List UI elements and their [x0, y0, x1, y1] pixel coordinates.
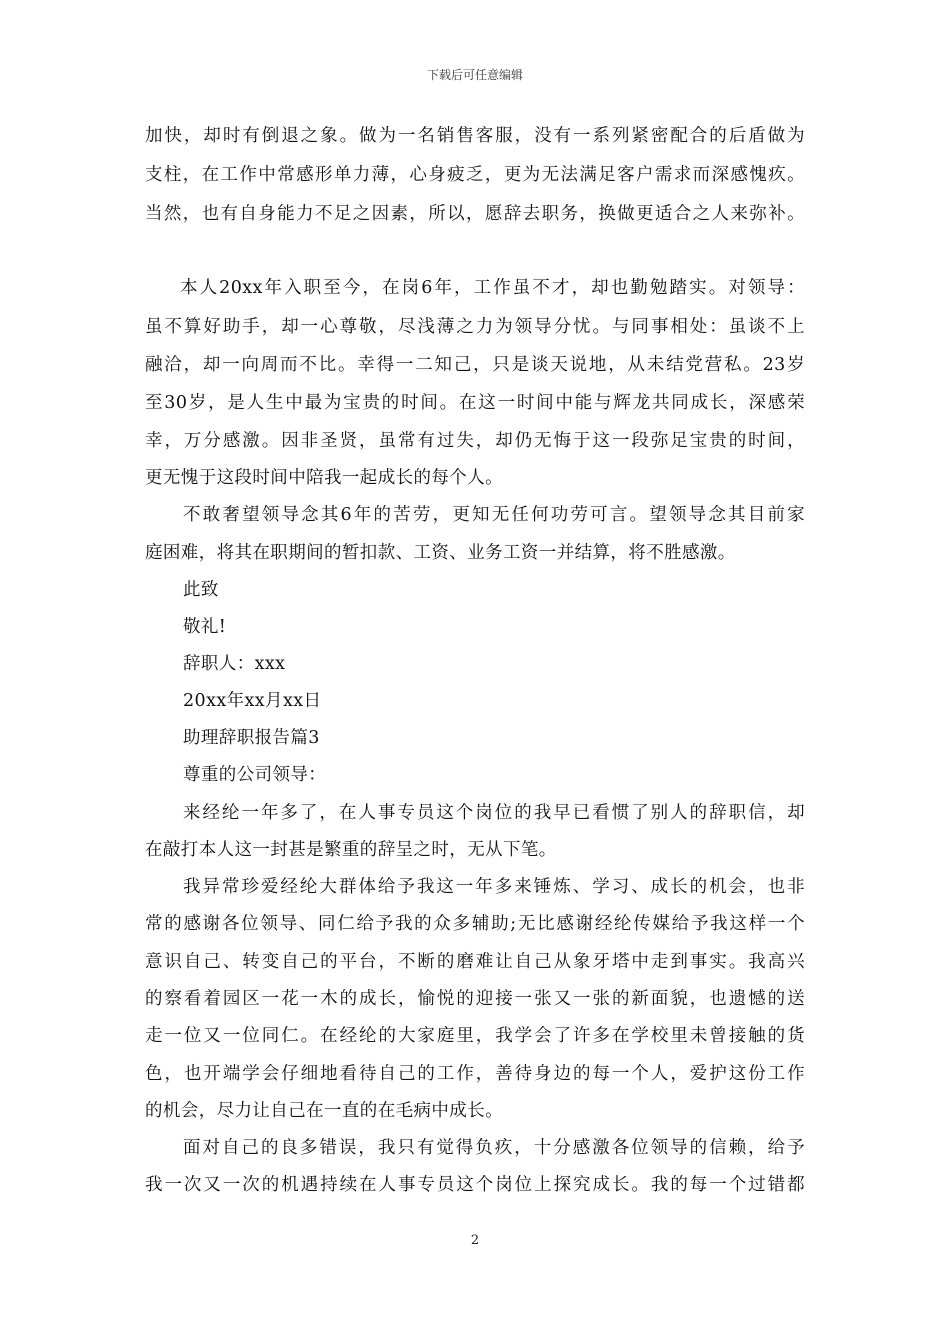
text-line: 幸，万分感激。因非圣贤，虽常有过失，却仍无悔于这一段弥足宝贵的时间，	[145, 431, 805, 451]
text-line: 当然，也有自身能力不足之因素，所以，愿辞去职务，换做更适合之人来弥补。	[145, 204, 805, 224]
text-line: 面对自己的良多错误，我只有觉得负疚，十分感激各位领导的信赖，给予	[183, 1138, 805, 1158]
text-line: 我一次又一次的机遇持续在人事专员这个岗位上探究成长。我的每一个过错都	[145, 1175, 805, 1195]
text-line: 至30岁，是人生中最为宝贵的时间。在这一时间中能与辉龙共同成长，深感荣	[145, 393, 805, 413]
salutation: 尊重的公司领导：	[183, 765, 327, 785]
page-number: 2	[470, 1233, 480, 1248]
text-line: 不敢奢望领导念其6年的苦劳，更知无任何功劳可言。望领导念其目前家	[183, 505, 805, 525]
text-line: 庭困难，将其在职期间的暂扣款、工资、业务工资一并结算，将不胜感激。	[145, 543, 736, 563]
text-line: 走一位又一位同仁。在经纶的大家庭里，我学会了许多在学校里未曾接触的货	[145, 1026, 805, 1046]
text-line: 来经纶一年多了，在人事专员这个岗位的我早已看惯了别人的辞职信，却	[183, 803, 805, 823]
text-line: 虽不算好助手，却一心尊敬，尽浅薄之力为领导分忧。与同事相处：虽谈不上	[145, 317, 805, 337]
text-line: 融洽，却一向周而不比。幸得一二知己，只是谈天说地，从未结党营私。23岁	[145, 355, 805, 375]
text-line: 更无愧于这段时间中陪我一起成长的每个人。	[145, 468, 503, 488]
text-line: 支柱，在工作中常感形单力薄，心身疲乏，更为无法满足客户需求而深感愧疚。	[145, 165, 805, 185]
text-line: 色，也开端学会仔细地看待自己的工作，善待身边的每一个人，爱护这份工作	[145, 1064, 805, 1084]
text-line: 加快，却时有倒退之象。做为一名销售客服，没有一系列紧密配合的后盾做为	[145, 126, 805, 146]
text-line: 的察看着园区一花一木的成长，愉悦的迎接一张又一张的新面貌，也遗憾的送	[145, 989, 805, 1009]
text-line: 我异常珍爱经纶大群体给予我这一年多来锤炼、学习、成长的机会，也非	[183, 877, 805, 897]
text-line: 20xx年xx月xx日	[183, 691, 322, 711]
text-line: 常的感谢各位领导、同仁给予我的众多辅助;无比感谢经纶传媒给予我这样一个	[145, 914, 805, 934]
section-heading: 助理辞职报告篇3	[183, 728, 320, 748]
text-line: 本人20xx年入职至今，在岗6年，工作虽不才，却也勤勉踏实。对领导：	[180, 278, 805, 298]
text-line: 在敲打本人这一封甚是繁重的辞呈之时，无从下笔。	[145, 840, 557, 860]
text-line: 的机会，尽力让自己在一直的在毛病中成长。	[145, 1101, 503, 1121]
page-header: 下载后可任意编辑	[426, 68, 523, 82]
text-line: 此致	[183, 580, 219, 600]
text-line: 意识自己、转变自己的平台，不断的磨难让自己从象牙塔中走到事实。我高兴	[145, 952, 805, 972]
text-line: 辞职人：xxx	[183, 654, 286, 674]
text-line: 敬礼!	[183, 617, 227, 637]
